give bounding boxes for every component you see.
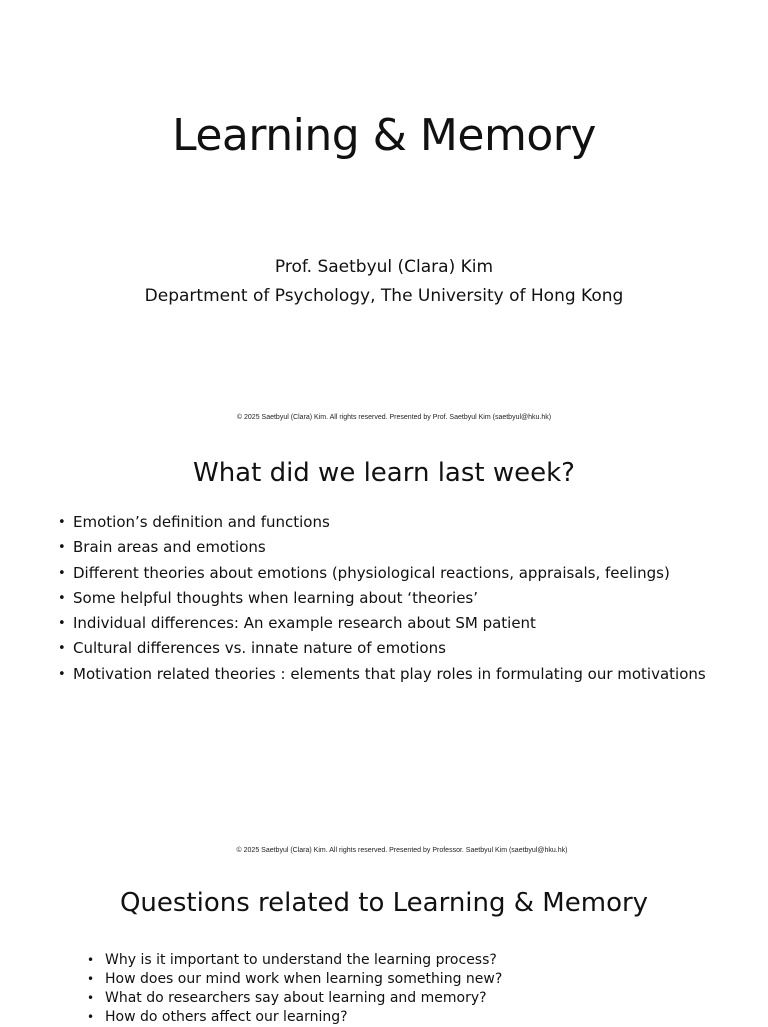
list-item xyxy=(0,1008,502,1027)
list-item-text: How does our mind work when learning something new? xyxy=(105,971,503,987)
bullet-icon: • xyxy=(58,616,66,632)
slide-heading: Questions related to Learning & Memory xyxy=(119,888,649,918)
bullet-icon: • xyxy=(87,1010,95,1024)
list-item xyxy=(0,636,706,661)
bullet-icon: • xyxy=(87,953,95,967)
list-item xyxy=(0,970,502,989)
copyright-notice: © 2025 Saetbyul (Clara) Kim. All rights reserved. Presented by Professor. Saetbyul Kim (saetbyul@hku.hk) xyxy=(236,847,568,854)
bullet-icon: • xyxy=(58,666,66,682)
presentation-title: Learning & Memory xyxy=(172,110,596,161)
slide-heading: What did we learn last week? xyxy=(192,458,575,488)
list-item xyxy=(0,510,706,535)
slide-questions xyxy=(0,866,768,1024)
list-item xyxy=(0,586,706,611)
list-item-text: Why is it important to understand the learning process? xyxy=(105,952,497,968)
list-item-text: Different theories about emotions (physiological reactions, appraisals, feelings) xyxy=(73,563,670,582)
bullet-icon: • xyxy=(58,540,66,556)
list-item-text: Some helpful thoughts when learning about ‘theories’ xyxy=(73,588,479,607)
list-item xyxy=(0,611,706,636)
list-item xyxy=(0,951,502,970)
list-item-text: Motivation related theories : elements that play roles in formulating our motivations xyxy=(73,664,706,683)
bullet-list xyxy=(0,951,502,1027)
list-item-text: How do others affect our learning? xyxy=(105,1009,348,1025)
bullet-icon: • xyxy=(87,991,95,1005)
list-item-text: Brain areas and emotions xyxy=(73,538,266,557)
bullet-list xyxy=(0,510,706,687)
slide-title-page xyxy=(0,0,768,432)
list-item xyxy=(0,989,502,1008)
list-item-text: What do researchers say about learning and memory? xyxy=(105,990,487,1006)
slide-recap xyxy=(0,432,768,866)
bullet-icon: • xyxy=(58,641,66,657)
list-item-text: Individual differences: An example research about SM patient xyxy=(73,614,536,633)
department-affiliation: Department of Psychology, The University of Hong Kong xyxy=(144,286,624,306)
bullet-icon: • xyxy=(58,515,66,530)
list-item-text: Cultural differences vs. innate nature of emotions xyxy=(73,639,446,658)
list-item xyxy=(0,535,706,560)
bullet-icon: • xyxy=(58,565,66,581)
list-item-text: Emotion’s definition and functions xyxy=(73,513,330,531)
list-item xyxy=(0,662,706,687)
bullet-icon: • xyxy=(87,972,95,986)
bullet-icon: • xyxy=(58,590,66,606)
author-name: Prof. Saetbyul (Clara) Kim xyxy=(274,257,494,277)
copyright-notice: © 2025 Saetbyul (Clara) Kim. All rights reserved. Presented by Prof. Saetbyul Kim (saetbyul@hku.hk) xyxy=(236,414,552,421)
list-item xyxy=(0,561,706,586)
